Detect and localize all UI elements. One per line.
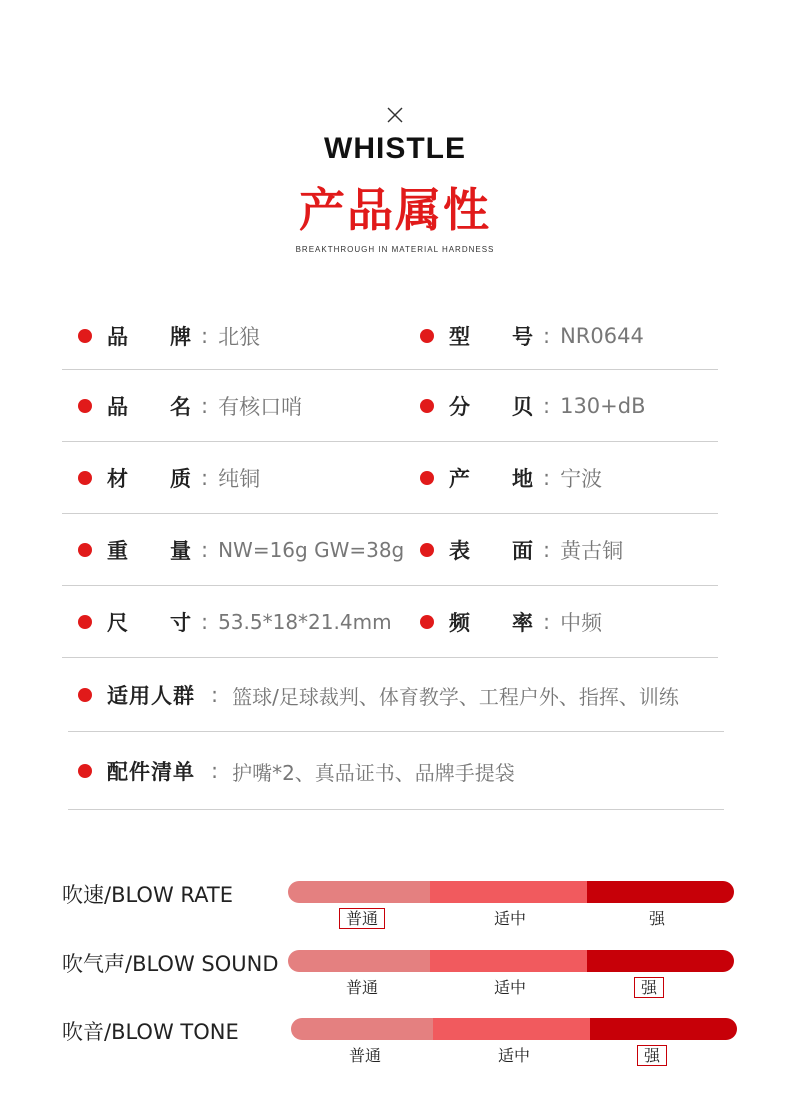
level-low: 普通 xyxy=(346,978,379,997)
spec-value: 有核口哨 xyxy=(218,395,303,419)
colon: : xyxy=(201,466,209,490)
spec-label: 重 量 xyxy=(107,539,191,563)
colon: : xyxy=(201,324,209,348)
colon: : xyxy=(211,759,219,783)
spec-label: 分 贝 xyxy=(449,395,533,419)
red-dot-icon xyxy=(78,764,92,778)
spec-name xyxy=(78,370,302,442)
rating-label: 吹气声/BLOW SOUND xyxy=(62,952,279,976)
spec-label: 尺 寸 xyxy=(107,611,191,635)
spec-row xyxy=(0,442,790,514)
bar-segment-mid xyxy=(430,881,587,903)
spec-material xyxy=(78,442,260,514)
spec-value: 中频 xyxy=(560,611,603,635)
spec-brand xyxy=(78,300,260,372)
spec-value: NW=16g GW=38g xyxy=(218,538,405,562)
spec-row xyxy=(0,370,790,442)
divider xyxy=(68,809,724,810)
red-dot-icon xyxy=(420,399,434,413)
spec-value: 130+dB xyxy=(560,394,646,418)
red-dot-icon xyxy=(78,471,92,485)
spec-row xyxy=(0,514,790,586)
colon: : xyxy=(543,466,551,490)
title-chinese: 产品属性 xyxy=(299,183,491,237)
spec-value: 宁波 xyxy=(560,467,603,491)
colon: : xyxy=(543,610,551,634)
spec-usage xyxy=(78,658,679,732)
red-dot-icon xyxy=(78,329,92,343)
colon: : xyxy=(201,394,209,418)
colon: : xyxy=(211,683,219,707)
level-high: 强 xyxy=(637,1045,667,1066)
spec-row xyxy=(0,586,790,658)
level-low: 普通 xyxy=(339,908,385,929)
spec-label: 表 面 xyxy=(449,539,533,563)
level-mid: 适中 xyxy=(498,1046,531,1065)
level-low: 普通 xyxy=(349,1046,382,1065)
bar-segment-high xyxy=(590,1018,737,1040)
rating-bar xyxy=(288,881,734,903)
rating-bar xyxy=(291,1018,737,1040)
spec-label: 品 名 xyxy=(107,395,191,419)
title-english: WHISTLE xyxy=(324,132,466,165)
spec-model xyxy=(420,300,644,372)
colon: : xyxy=(201,610,209,634)
spec-label: 产 地 xyxy=(449,467,533,491)
subtitle: BREAKTHROUGH IN MATERIAL HARDNESS xyxy=(295,245,495,254)
bar-segment-mid xyxy=(433,1018,590,1040)
rating-blow-tone xyxy=(0,1007,790,1067)
spec-surface xyxy=(420,514,623,586)
rating-bar xyxy=(288,950,734,972)
spec-label: 频 率 xyxy=(449,611,533,635)
spec-value: NR0644 xyxy=(560,324,644,348)
rating-blow-rate xyxy=(0,870,790,930)
red-dot-icon xyxy=(420,471,434,485)
bar-segment-low xyxy=(288,881,430,903)
bar-segment-high xyxy=(587,881,734,903)
spec-decibel xyxy=(420,370,646,442)
spec-label: 型 号 xyxy=(449,325,533,349)
level-mid: 适中 xyxy=(494,909,527,928)
spec-frequency xyxy=(420,586,602,658)
spec-row xyxy=(0,732,790,810)
red-dot-icon xyxy=(78,543,92,557)
spec-row xyxy=(0,658,790,732)
bar-segment-low xyxy=(288,950,430,972)
level-high: 强 xyxy=(649,909,666,928)
rating-label: 吹音/BLOW TONE xyxy=(62,1020,239,1044)
bar-segment-high xyxy=(587,950,734,972)
red-dot-icon xyxy=(78,615,92,629)
spec-value: 篮球/足球裁判、体育教学、工程户外、指挥、训练 xyxy=(232,684,679,709)
colon: : xyxy=(543,394,551,418)
bar-segment-low xyxy=(291,1018,433,1040)
spec-weight xyxy=(78,514,404,586)
spec-value: 纯铜 xyxy=(218,467,261,491)
rating-label: 吹速/BLOW RATE xyxy=(62,883,233,907)
spec-value: 护嘴*2、真品证书、品牌手提袋 xyxy=(232,760,515,785)
spec-label: 适用人群 xyxy=(107,684,195,708)
spec-label: 品 牌 xyxy=(107,325,191,349)
spec-value: 北狼 xyxy=(218,325,261,349)
spec-origin xyxy=(420,442,602,514)
colon: : xyxy=(543,538,551,562)
bar-segment-mid xyxy=(430,950,587,972)
level-mid: 适中 xyxy=(494,978,527,997)
red-dot-icon xyxy=(78,399,92,413)
spec-value: 黄古铜 xyxy=(560,539,624,563)
red-dot-icon xyxy=(78,688,92,702)
rating-blow-sound xyxy=(0,939,790,999)
red-dot-icon xyxy=(420,543,434,557)
spec-table xyxy=(0,300,790,810)
close-icon xyxy=(386,106,404,124)
spec-row xyxy=(0,300,790,370)
spec-value: 53.5*18*21.4mm xyxy=(218,610,392,634)
colon: : xyxy=(543,324,551,348)
spec-label: 配件清单 xyxy=(107,760,195,784)
spec-size xyxy=(78,586,392,658)
red-dot-icon xyxy=(420,615,434,629)
spec-label: 材 质 xyxy=(107,467,191,491)
spec-accessories xyxy=(78,732,515,810)
colon: : xyxy=(201,538,209,562)
red-dot-icon xyxy=(420,329,434,343)
level-high: 强 xyxy=(634,977,664,998)
